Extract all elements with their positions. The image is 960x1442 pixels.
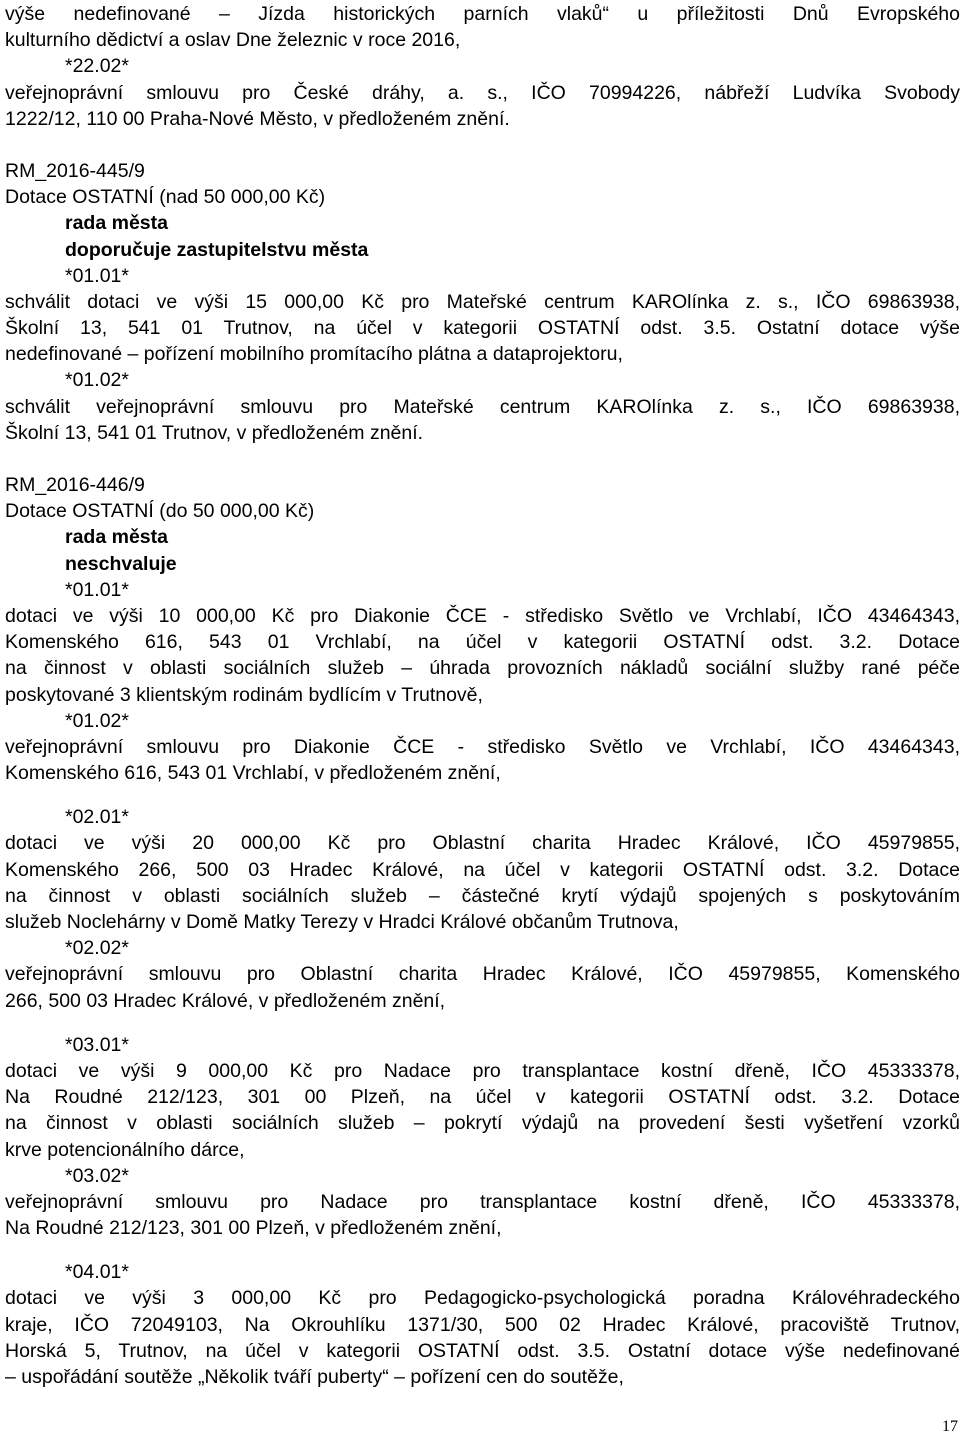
text-line: nedefinované – pořízení mobilního promítacího plátna a dataprojektoru, (5, 343, 623, 366)
resolution-title: Dotace OSTATNÍ (do 50 000,00 Kč) (5, 500, 315, 523)
spacer (5, 1014, 960, 1032)
text-line: – uspořádání soutěže „Několik tváří puberty“ – pořízení cen do soutěže, (5, 1366, 624, 1388)
document-page (5, 0, 960, 1390)
resolution-code: *04.01* (65, 1261, 129, 1284)
text-line: dotaci ve výši 10 000,00 Kč pro Diakonie ČCE - středisko Světlo ve Vrchlabí, IČO 43464343, (5, 604, 960, 627)
resolution-code: *02.02* (65, 937, 129, 960)
text-line: dotaci ve výši 9 000,00 Kč pro Nadace pro transplantace kostní dřeně, IČO 45333378, (5, 1059, 960, 1082)
text-line: výše nedefinované – Jízda historických parních vlaků“ u příležitosti Dnů Evropského (5, 3, 960, 25)
resolution-title: Dotace OSTATNÍ (nad 50 000,00 Kč) (5, 186, 326, 209)
spacer (5, 446, 960, 472)
text-line: Horská 5, Trutnov, na účel v kategorii OSTATNÍ odst. 3.5. Ostatní dotace výše nedefinované (5, 1339, 960, 1362)
text-line: veřejnoprávní smlouvu pro Nadace pro transplantace kostní dřeně, IČO 45333378, (5, 1190, 960, 1213)
text-line: kulturního dědictví a oslav Dne železnic v roce 2016, (5, 29, 461, 52)
resolution-action: doporučuje zastupitelstvu města (65, 238, 369, 261)
text-line: Školní 13, 541 01 Trutnov, na účel v kategorii OSTATNÍ odst. 3.5. Ostatní dotace výše (5, 317, 960, 340)
resolution-code: *01.02* (65, 709, 129, 732)
page-number: 17 (942, 1418, 958, 1435)
text-line: na činnost v oblasti sociálních služeb – částečné krytí výdajů spojených s poskytováním (5, 884, 960, 907)
text-line: Na Roudné 212/123, 301 00 Plzeň, na účel v kategorii OSTATNÍ odst. 3.2. Dotace (5, 1086, 960, 1109)
text-line: poskytované 3 klientským rodinám bydlícím v Trutnově, (5, 683, 483, 706)
text-line: služeb Noclehárny v Domě Matky Terezy v Hradci Králové občanům Trutnova, (5, 911, 679, 933)
text-line: Komenského 616, 543 01 Vrchlabí, na účel v kategorii OSTATNÍ odst. 3.2. Dotace (5, 631, 960, 654)
resolution-body: rada města (65, 212, 168, 235)
resolution-action: neschvaluje (65, 552, 177, 575)
resolution-body: rada města (65, 526, 168, 549)
text-line: kraje, IČO 72049103, Na Okrouhlíku 1371/30, 500 02 Hradec Králové, pracoviště Trutnov, (5, 1313, 960, 1336)
resolution-code: *01.01* (65, 264, 129, 287)
text-line: krve potencionálního dárce, (5, 1138, 245, 1161)
text-line: Komenského 266, 500 03 Hradec Králové, na účel v kategorii OSTATNÍ odst. 3.2. Dotace (5, 858, 960, 881)
resolution-code: *03.01* (65, 1033, 129, 1056)
spacer (5, 1241, 960, 1259)
text-line: schválit veřejnoprávní smlouvu pro Mateřské centrum KAROlínka z. s., IČO 69863938, (5, 395, 960, 418)
text-line: veřejnoprávní smlouvu pro Oblastní charita Hradec Králové, IČO 45979855, Komenského (5, 963, 960, 986)
resolution-id: RM_2016-446/9 (5, 474, 145, 496)
spacer (5, 786, 960, 804)
text-line: 1222/12, 110 00 Praha-Nové Město, v předloženém znění. (5, 107, 510, 130)
resolution-code: *03.02* (65, 1164, 129, 1187)
text-line: schválit dotaci ve výši 15 000,00 Kč pro Mateřské centrum KAROlínka z. s., IČO 69863938, (5, 290, 960, 313)
resolution-code: *01.02* (65, 369, 129, 392)
resolution-code: *22.02* (65, 55, 129, 78)
text-line: dotaci ve výši 20 000,00 Kč pro Oblastní charita Hradec Králové, IČO 45979855, (5, 832, 960, 855)
resolution-code: *01.01* (65, 578, 129, 601)
resolution-code: *02.01* (65, 806, 129, 829)
text-line: dotaci ve výši 3 000,00 Kč pro Pedagogicko-psychologická poradna Královéhradeckého (5, 1287, 960, 1310)
text-line: Školní 13, 541 01 Trutnov, v předloženém znění. (5, 421, 424, 444)
resolution-id: RM_2016-445/9 (5, 159, 145, 182)
text-line: 266, 500 03 Hradec Králové, v předloženém znění, (5, 989, 446, 1012)
spacer (5, 132, 960, 158)
text-line: Komenského 616, 543 01 Vrchlabí, v předloženém znění, (5, 762, 501, 785)
text-line: na činnost v oblasti sociálních služeb – úhrada provozních nákladů sociální služby rané péče (5, 657, 960, 680)
text-line: veřejnoprávní smlouvu pro Diakonie ČCE - středisko Světlo ve Vrchlabí, IČO 43464343, (5, 735, 960, 758)
text-line: Na Roudné 212/123, 301 00 Plzeň, v předloženém znění, (5, 1217, 502, 1240)
text-line: veřejnoprávní smlouvu pro České dráhy, a. s., IČO 70994226, nábřeží Ludvíka Svobody (5, 81, 960, 104)
text-line: na činnost v oblasti sociálních služeb – pokrytí výdajů na provedení šesti vyšetření vzorků (5, 1112, 960, 1135)
